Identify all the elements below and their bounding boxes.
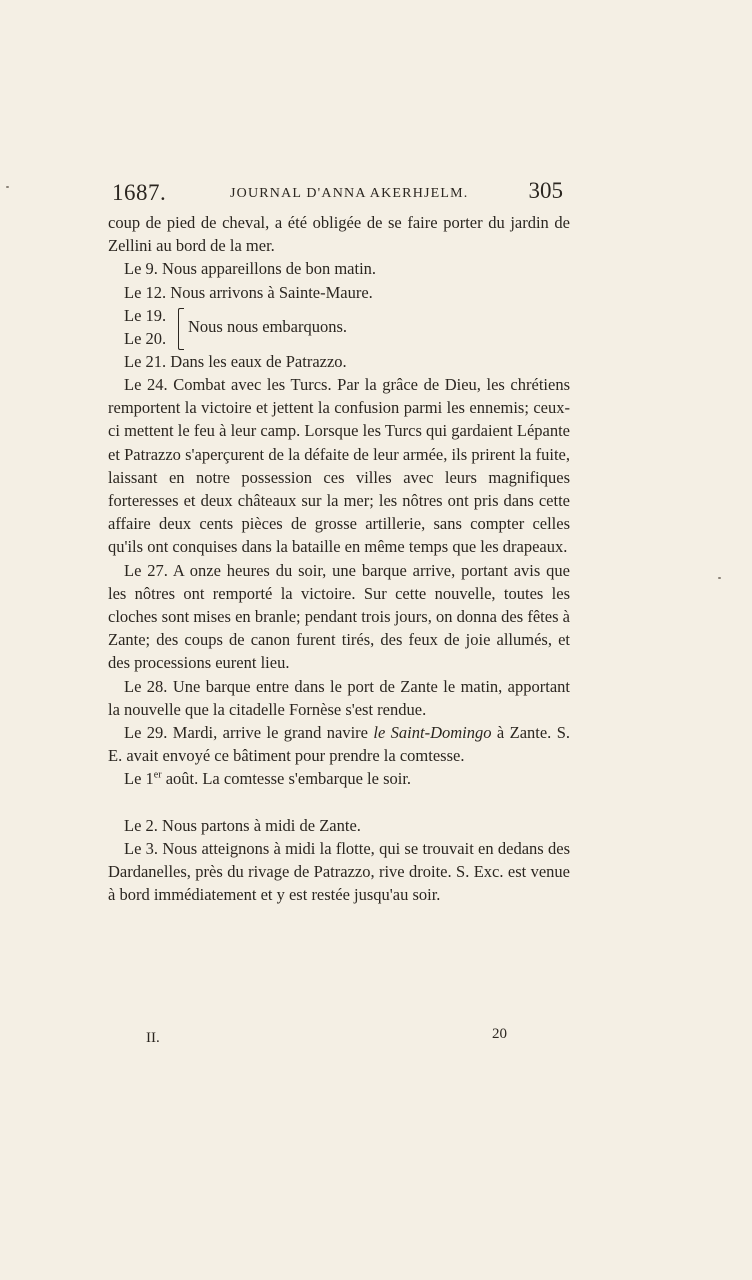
signature-mark: II. — [146, 1030, 160, 1046]
curly-brace — [178, 308, 184, 350]
ordinal-sup: er — [153, 769, 162, 781]
bracket-line-19: Le 19. — [124, 305, 167, 325]
header-title: JOURNAL D'ANNA AKERHJELM. — [230, 186, 469, 201]
page-footer — [108, 1026, 570, 1052]
entry-day-9: Le 9. Nous appareillons de bon matin. — [124, 259, 377, 279]
paragraph-continued: coup de pied de cheval, a été obligée de se faire porter du jardin de Zellini au bord de la mer. — [108, 213, 570, 256]
entry-day-12: Le 12. Nous arrivons à Sainte-Maure. — [124, 282, 373, 302]
bracket-line-20: Le 20. — [124, 328, 167, 348]
entry-day-27: Le 27. A onze heures du soir, une barque arrive, portant avis que les nôtres ont remporté la victoire. Sur cette nouvelle, toutes les cloches sont mises en branle; pendant trois jours, on donna des fêtes à Zante; des coups de canon furent tirés, des feux de joie allumés, et des processions eurent lieu. — [108, 560, 570, 673]
folio-mark: 20 — [492, 1026, 507, 1042]
entry-august-1 — [108, 767, 570, 790]
entry-day-24: Le 24. Combat avec les Turcs. Par la grâce de Dieu, les chrétiens remportent la victoire et jettent la confusion parmi les ennemis; ceux-ci mettent le feu à leur camp. Lorsque les Turcs qui gardaient Lépante et Patrazzo s'aperçurent de la défaite de leur armée, ils prirent la fuite, laissant en notre possession ces villes avec leurs magnifiques forteresses et deux châteaux sur la mer; les nôtres ont pris dans cette affaire deux cents pièces de grosse artillerie, sans compter celles qu'ils ont conquises dans la bataille en même temps que les drapeaux. — [108, 375, 570, 557]
entry-29-text-a: Le 29. Mardi, arrive le grand navire — [124, 723, 374, 743]
entry-day-28: Le 28. Une barque entre dans le port de Zante le matin, apportant la nouvelle que la citadelle Fornèse s'est rendue. — [108, 676, 570, 719]
section-gap — [108, 791, 570, 814]
running-header — [110, 176, 565, 210]
entry-1-text-b: août. La comtesse s'embarque le soir. — [161, 769, 412, 789]
bracket-text: Nous nous embarquons. — [188, 316, 348, 336]
paper-speck — [6, 186, 9, 188]
entry-day-29 — [108, 721, 570, 767]
entry-29-text-b: à Zante. S. E. avait envoyé ce bâtiment pour prendre la comtesse. — [108, 723, 570, 766]
entry-1-text-a: Le 1 — [124, 769, 154, 789]
entry-day-3: Le 3. Nous atteignons à midi la flotte, qui se trouvait en dedans des Dardanelles, près du rivage de Patrazzo, rive droite. S. Exc. est venue à bord immédiatement et y est restée jusqu'au soir. — [108, 838, 570, 905]
entry-day-2: Le 2. Nous partons à midi de Zante. — [124, 815, 361, 835]
ship-name: le Saint-Domingo — [373, 723, 492, 743]
bracket-entry-19-20 — [108, 304, 570, 350]
page-number: 305 — [528, 178, 563, 203]
paper-speck — [718, 577, 721, 579]
body-text — [108, 211, 570, 906]
entry-day-21: Le 21. Dans les eaux de Patrazzo. — [124, 351, 347, 371]
header-year: 1687. — [112, 180, 167, 205]
